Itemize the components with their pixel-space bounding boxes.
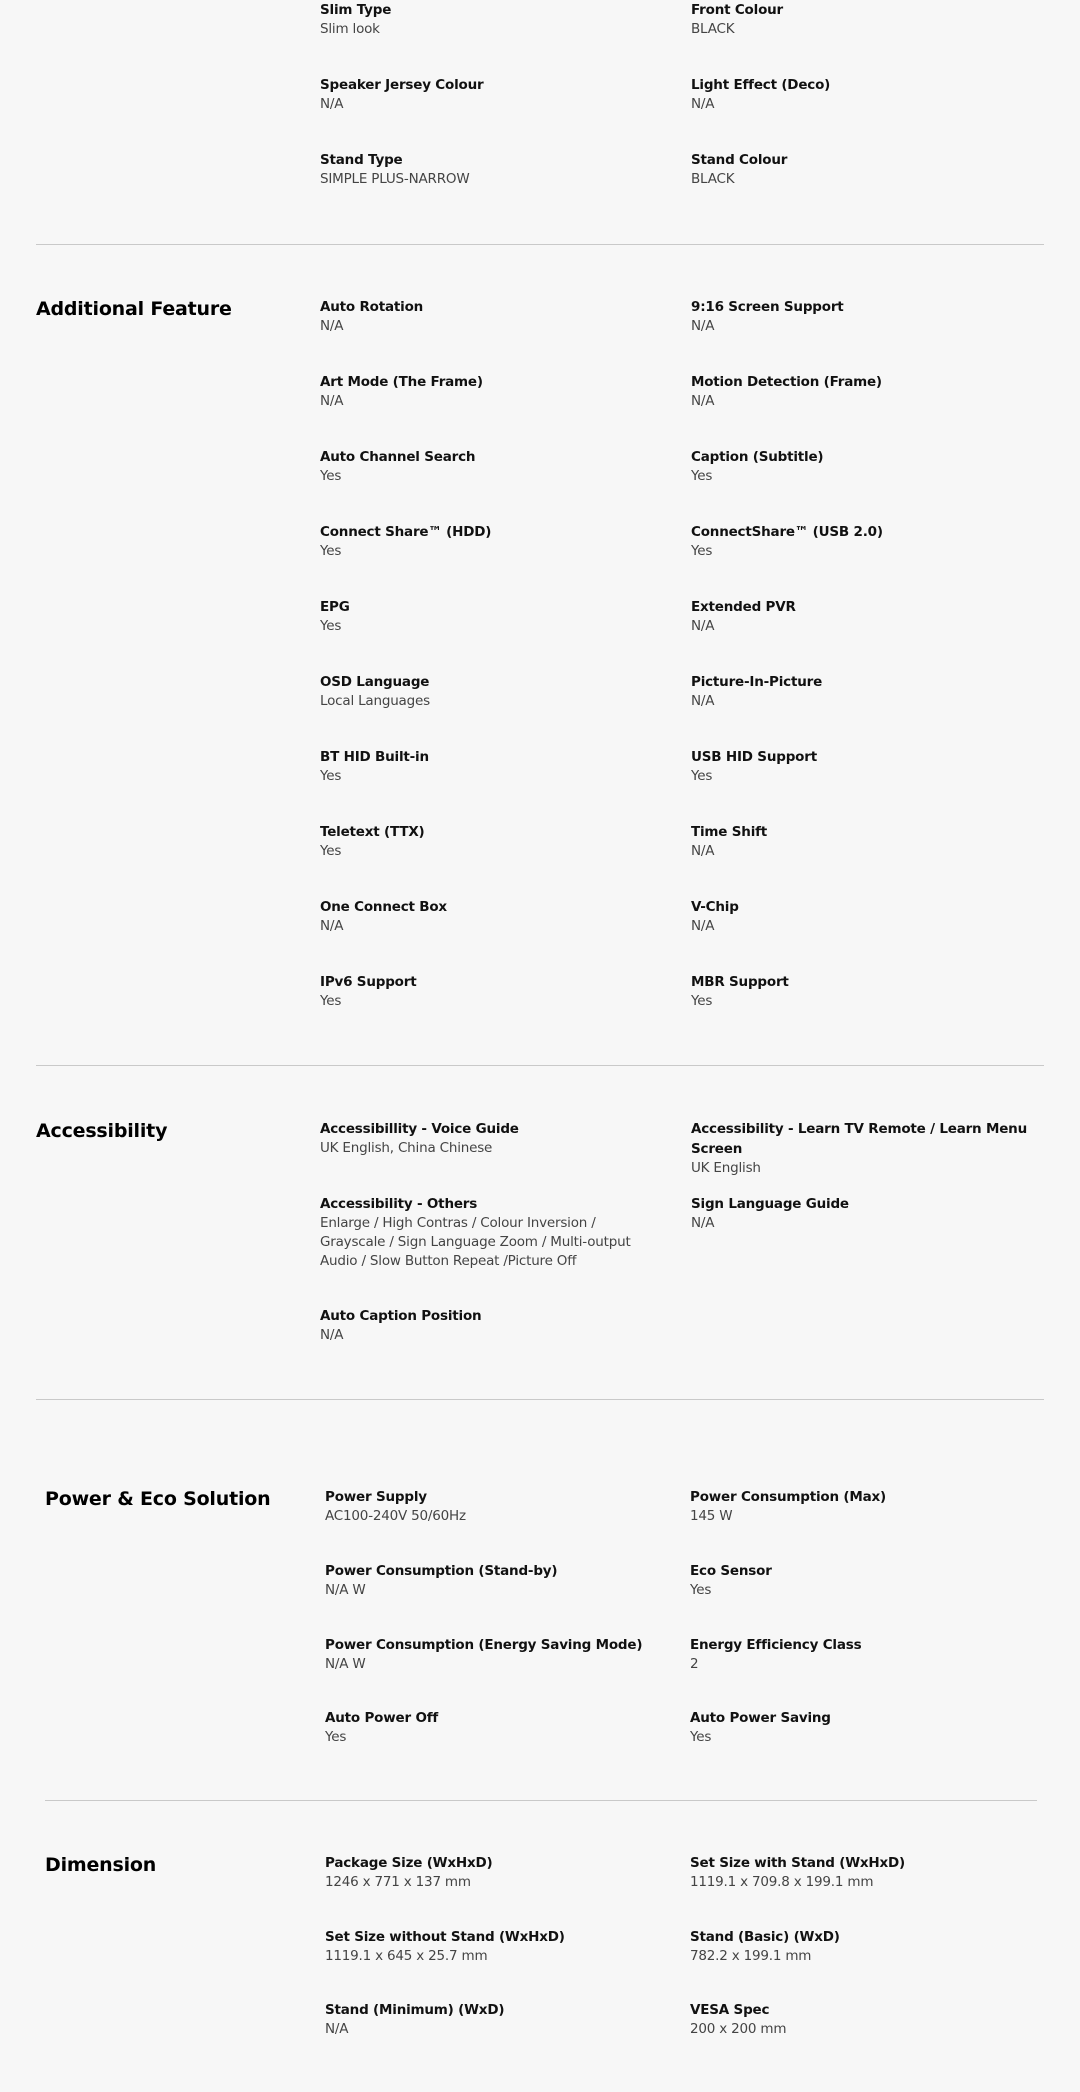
spec-label: VESA Spec — [690, 2002, 770, 2018]
spec-label: Extended PVR — [691, 599, 796, 615]
spec-value: N/A — [320, 918, 344, 934]
spec-item — [690, 1853, 1030, 1892]
spec-value: Yes — [690, 1729, 712, 1745]
spec-value: N/A — [320, 96, 344, 112]
spec-item — [320, 75, 660, 114]
spec-value: Yes — [320, 768, 342, 784]
spec-label: Power Supply — [325, 1489, 427, 1505]
spec-label: Time Shift — [691, 824, 768, 840]
spec-value: BLACK — [691, 171, 735, 187]
spec-item — [320, 522, 660, 561]
spec-value: N/A — [691, 393, 715, 409]
spec-item — [320, 1194, 660, 1271]
spec-value: Yes — [320, 468, 342, 484]
spec-value: Local Languages — [320, 693, 430, 709]
spec-label: Power Consumption (Max) — [690, 1489, 886, 1505]
spec-item — [325, 1708, 665, 1747]
spec-value: Yes — [320, 843, 342, 859]
spec-label: Motion Detection (Frame) — [691, 374, 882, 390]
spec-item — [320, 972, 660, 1011]
spec-label: 9:16 Screen Support — [691, 299, 844, 315]
spec-label: IPv6 Support — [320, 974, 417, 990]
spec-item — [691, 150, 1031, 189]
spec-item — [320, 597, 660, 636]
spec-item — [691, 897, 1031, 936]
spec-value: UK English — [691, 1160, 761, 1176]
spec-item — [691, 447, 1031, 486]
spec-item — [690, 1927, 1030, 1966]
spec-item — [325, 1561, 665, 1600]
spec-label: Power Consumption (Energy Saving Mode) — [325, 1637, 643, 1653]
spec-item — [320, 0, 660, 39]
spec-item — [690, 1708, 1030, 1747]
spec-label: Set Size without Stand (WxHxD) — [325, 1929, 565, 1945]
spec-value: N/A — [691, 318, 715, 334]
spec-label: Accessibillity - Voice Guide — [320, 1121, 519, 1137]
spec-value: N/A — [325, 2021, 349, 2037]
spec-item — [691, 972, 1031, 1011]
spec-label: Teletext (TTX) — [320, 824, 425, 840]
spec-item — [320, 822, 660, 861]
spec-label: Eco Sensor — [690, 1563, 772, 1579]
spec-label: Stand (Minimum) (WxD) — [325, 2002, 505, 2018]
section-title-accessibility: Accessibility — [36, 1120, 168, 1142]
spec-value: 1119.1 x 645 x 25.7 mm — [325, 1948, 488, 1964]
section-divider — [45, 1800, 1037, 1801]
spec-label: USB HID Support — [691, 749, 817, 765]
spec-value: Slim look — [320, 21, 380, 37]
spec-value: Yes — [320, 993, 342, 1009]
spec-item — [690, 1561, 1030, 1600]
spec-label: One Connect Box — [320, 899, 447, 915]
spec-label: Speaker Jersey Colour — [320, 77, 484, 93]
spec-label: ConnectShare™ (USB 2.0) — [691, 524, 883, 540]
spec-item — [691, 597, 1031, 636]
spec-item — [691, 1119, 1051, 1178]
spec-label: Sign Language Guide — [691, 1196, 849, 1212]
spec-item — [690, 1635, 1030, 1674]
spec-value: N/A W — [325, 1582, 366, 1598]
spec-label: Auto Rotation — [320, 299, 424, 315]
spec-item — [325, 1635, 665, 1674]
spec-item — [691, 822, 1031, 861]
spec-value: N/A — [320, 1327, 344, 1343]
spec-value: Yes — [320, 543, 342, 559]
spec-item — [325, 1853, 665, 1892]
spec-value: N/A W — [325, 1656, 366, 1672]
spec-item — [691, 672, 1031, 711]
spec-label: Stand Colour — [691, 152, 788, 168]
spec-value: Yes — [691, 543, 713, 559]
spec-label: Caption (Subtitle) — [691, 449, 824, 465]
spec-value: UK English, China Chinese — [320, 1140, 493, 1156]
spec-label: V-Chip — [691, 899, 739, 915]
spec-label: MBR Support — [691, 974, 789, 990]
spec-value: 145 W — [690, 1508, 733, 1524]
spec-label: Auto Power Saving — [690, 1710, 831, 1726]
spec-item — [320, 747, 660, 786]
spec-item — [320, 897, 660, 936]
spec-label: Art Mode (The Frame) — [320, 374, 483, 390]
spec-value: N/A — [691, 618, 715, 634]
spec-label: Stand Type — [320, 152, 403, 168]
spec-item — [325, 2000, 665, 2039]
spec-item — [320, 372, 660, 411]
spec-label: BT HID Built-in — [320, 749, 429, 765]
spec-value: N/A — [691, 918, 715, 934]
spec-value: 782.2 x 199.1 mm — [690, 1948, 812, 1964]
spec-item — [325, 1487, 665, 1526]
spec-value: Yes — [325, 1729, 347, 1745]
spec-item — [320, 672, 660, 711]
spec-label: Stand (Basic) (WxD) — [690, 1929, 840, 1945]
section-divider — [36, 1399, 1044, 1400]
spec-label: Picture-In-Picture — [691, 674, 823, 690]
spec-item — [691, 522, 1031, 561]
spec-item — [320, 150, 660, 189]
spec-label: Package Size (WxHxD) — [325, 1855, 493, 1871]
spec-item — [325, 1927, 665, 1966]
spec-label: Connect Share™ (HDD) — [320, 524, 492, 540]
section-divider — [36, 1065, 1044, 1066]
spec-item — [691, 372, 1031, 411]
spec-item — [691, 0, 1031, 39]
spec-value: Yes — [690, 1582, 712, 1598]
spec-value: N/A — [320, 393, 344, 409]
spec-label: Accessibility - Learn TV Remote / Learn Menu Screen — [691, 1121, 1027, 1157]
spec-value: 2 — [690, 1656, 699, 1672]
spec-value: 1246 x 771 x 137 mm — [325, 1874, 471, 1890]
spec-value: 1119.1 x 709.8 x 199.1 mm — [690, 1874, 874, 1890]
spec-label: Power Consumption (Stand-by) — [325, 1563, 558, 1579]
spec-item — [690, 2000, 1030, 2039]
spec-item — [691, 75, 1031, 114]
spec-value: Enlarge / High Contras / Colour Inversion / Grayscale / Sign Language Zoom / Multi-output Audio / Slow Button Repeat /Picture Off — [320, 1215, 631, 1269]
spec-value: Yes — [320, 618, 342, 634]
spec-value: N/A — [320, 318, 344, 334]
spec-item — [691, 297, 1031, 336]
spec-value: BLACK — [691, 21, 735, 37]
spec-item — [320, 1306, 660, 1345]
spec-label: OSD Language — [320, 674, 430, 690]
spec-item — [691, 1194, 1031, 1233]
spec-label: Set Size with Stand (WxHxD) — [690, 1855, 905, 1871]
spec-label: Accessibility - Others — [320, 1196, 478, 1212]
spec-label: Auto Channel Search — [320, 449, 476, 465]
spec-label: Auto Caption Position — [320, 1308, 482, 1324]
spec-value: SIMPLE PLUS-NARROW — [320, 171, 470, 187]
spec-item — [690, 1487, 1030, 1526]
section-divider — [36, 244, 1044, 245]
spec-label: Light Effect (Deco) — [691, 77, 831, 93]
spec-value: 200 x 200 mm — [690, 2021, 787, 2037]
spec-value: N/A — [691, 693, 715, 709]
spec-item — [320, 447, 660, 486]
spec-label: EPG — [320, 599, 350, 615]
spec-value: Yes — [691, 468, 713, 484]
spec-value: Yes — [691, 768, 713, 784]
spec-label: Auto Power Off — [325, 1710, 439, 1726]
section-title-additional-feature: Additional Feature — [36, 298, 232, 320]
spec-value: N/A — [691, 1215, 715, 1231]
spec-label: Front Colour — [691, 2, 784, 18]
section-title-dimension: Dimension — [45, 1854, 157, 1876]
spec-value: Yes — [691, 993, 713, 1009]
section-title-power-eco: Power & Eco Solution — [45, 1488, 271, 1510]
spec-label: Slim Type — [320, 2, 392, 18]
spec-value: AC100-240V 50/60Hz — [325, 1508, 466, 1524]
spec-value: N/A — [691, 96, 715, 112]
spec-label: Energy Efficiency Class — [690, 1637, 862, 1653]
spec-item — [691, 747, 1031, 786]
spec-item — [320, 1119, 660, 1158]
spec-value: N/A — [691, 843, 715, 859]
spec-item — [320, 297, 660, 336]
